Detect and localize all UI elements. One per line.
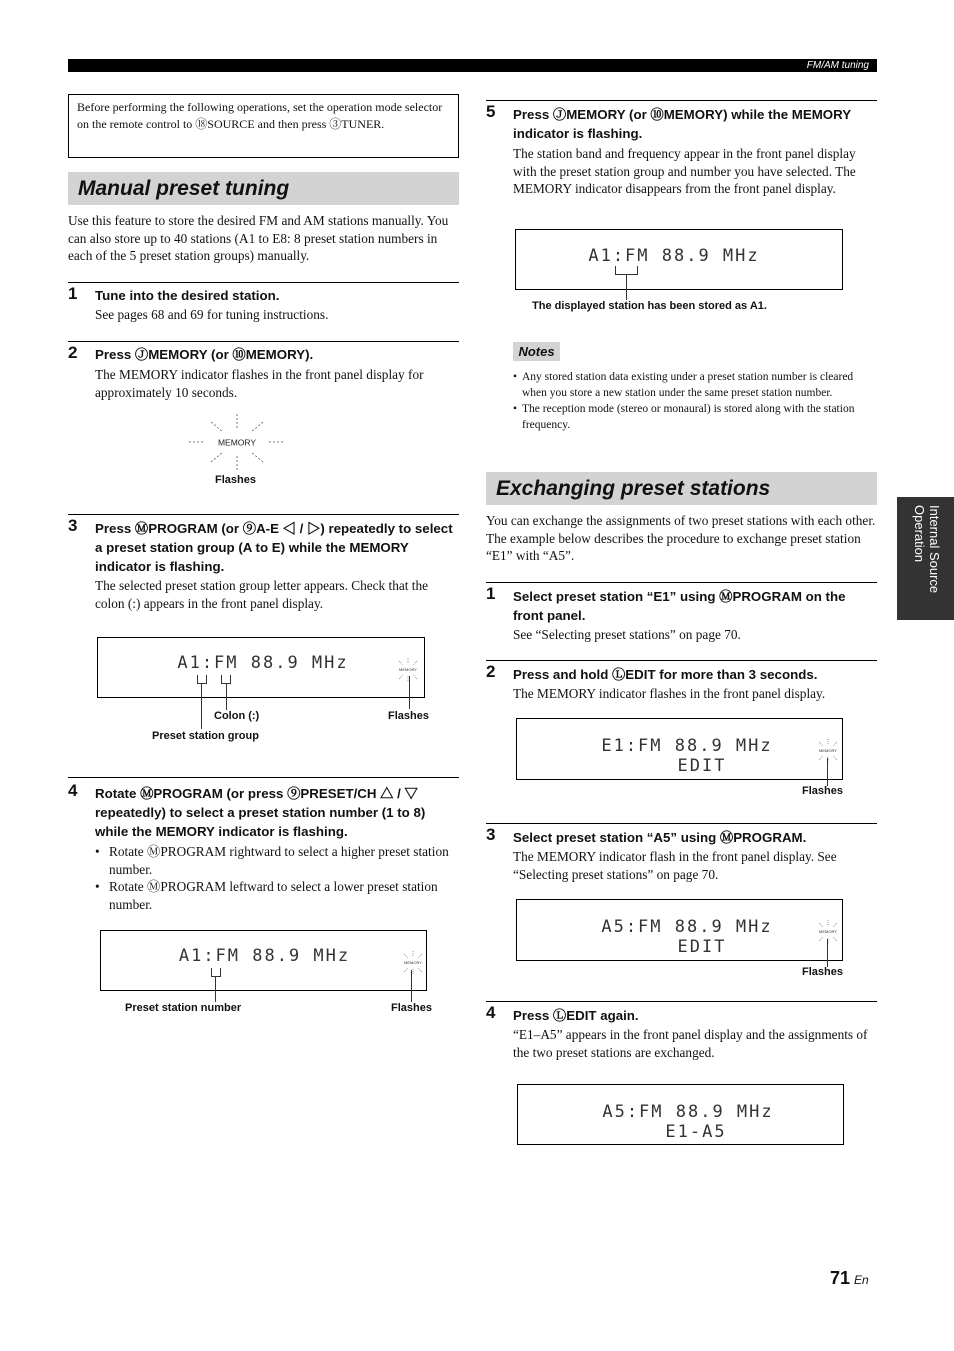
step-divider bbox=[486, 1001, 877, 1002]
front-panel-display bbox=[516, 899, 843, 961]
step-body: “E1–A5” appears in the front panel display and the assignments of the two preset stations are exchanged. bbox=[513, 1027, 868, 1060]
step-number: 2 bbox=[486, 662, 496, 681]
page-lang: En bbox=[854, 1273, 869, 1287]
step-heading: Select preset station “E1” using ⓂPROGRAM on the front panel. bbox=[513, 589, 846, 623]
memory-flash-indicator bbox=[185, 412, 289, 472]
step-heading: Press ⒿMEMORY (or ⑩MEMORY) while the MEMORY indicator is flashing. bbox=[513, 107, 851, 141]
side-tab bbox=[897, 497, 954, 620]
step-number: 5 bbox=[486, 102, 496, 121]
memory-indicator bbox=[401, 951, 425, 975]
memory-indicator bbox=[396, 658, 420, 682]
caption-flashes: Flashes bbox=[802, 785, 843, 797]
step-divider bbox=[486, 100, 877, 101]
step-heading: Press ⓂPROGRAM (or ⑨A-E ◁ / ▷) repeatedly to select a preset station group (A to E) while the MEMORY indicator is flashing. bbox=[95, 521, 453, 574]
step-divider bbox=[486, 823, 877, 824]
step-divider bbox=[68, 514, 459, 515]
step-number: 3 bbox=[486, 825, 496, 844]
step-heading: Rotate ⓂPROGRAM (or press ⑨PRESET/CH △ / ▽ repeatedly) to select a preset station number (1 to 8) while the MEMORY indicator is flashing. bbox=[95, 786, 426, 839]
step-heading: Press and hold ⓁEDIT for more than 3 seconds. bbox=[513, 667, 818, 682]
step-bullets bbox=[95, 843, 459, 913]
step-divider bbox=[486, 660, 877, 661]
bullet-item: • Rotate ⓂPROGRAM leftward to select a lower preset station number. bbox=[95, 878, 459, 913]
front-panel-display bbox=[516, 718, 843, 780]
bullet-item: • Rotate ⓂPROGRAM rightward to select a higher preset station number. bbox=[95, 843, 459, 878]
manual-preset-title: Manual preset tuning bbox=[68, 172, 459, 205]
caption-preset-group: Preset station group bbox=[152, 730, 259, 742]
step-divider bbox=[68, 341, 459, 342]
front-panel-display bbox=[517, 1084, 844, 1145]
step-number: 4 bbox=[68, 781, 78, 800]
exchange-intro: You can exchange the assignments of two preset stations with each other. The example below describes the procedure to exchange preset station “E1” with “A5”. bbox=[486, 513, 876, 563]
step-body: See pages 68 and 69 for tuning instructions. bbox=[95, 307, 329, 322]
lcd-line: E1:FM 88.9 MHz bbox=[601, 736, 773, 756]
caption-colon: Colon (:) bbox=[214, 710, 260, 722]
notes-tag: Notes bbox=[513, 342, 560, 361]
step-divider bbox=[68, 777, 459, 778]
lcd-line: EDIT bbox=[677, 756, 727, 776]
step-number: 4 bbox=[486, 1003, 496, 1022]
section-label: FM/AM tuning bbox=[806, 60, 869, 71]
side-tab-text: Internal Source Operation bbox=[912, 505, 942, 594]
manual-intro: Use this feature to store the desired FM and AM stations manually. You can also store up to 40 stations (A1 to E8: 8 preset station numbers in each of the 5 preset station groups) manually. bbox=[68, 213, 449, 263]
memory-indicator bbox=[816, 739, 840, 763]
step-divider bbox=[68, 282, 459, 283]
step-heading: Select preset station “A5” using ⓂPROGRAM. bbox=[513, 830, 807, 845]
front-panel-display bbox=[100, 930, 427, 991]
step-body: The station band and frequency appear in the front panel display with the preset station group and number you have selected. The MEMORY indicator disappears from the front panel display. bbox=[513, 146, 856, 196]
lcd-line: A5:FM 88.9 MHz bbox=[602, 1102, 774, 1122]
caption-flashes: Flashes bbox=[215, 474, 256, 486]
page-number-block bbox=[830, 1268, 869, 1289]
caption-flashes: Flashes bbox=[388, 710, 429, 722]
step-body: The MEMORY indicator flash in the front panel display. See “Selecting preset stations” on page 70. bbox=[513, 849, 837, 882]
memory-indicator-label: MEMORY bbox=[217, 437, 257, 448]
caption-flashes: Flashes bbox=[802, 966, 843, 978]
memory-indicator bbox=[816, 920, 840, 944]
step-heading: Tune into the desired station. bbox=[95, 288, 280, 303]
note-item: • The reception mode (stereo or monaural) is stored along with the station frequency. bbox=[513, 401, 877, 433]
lcd-line: E1-A5 bbox=[665, 1122, 727, 1142]
step-divider bbox=[486, 582, 877, 583]
intro-note-box: Before performing the following operations, set the operation mode selector on the remote control to ⑱SOURCE and then press ③TUNER. bbox=[68, 94, 459, 158]
note-item: • Any stored station data existing under a preset station number is cleared when you store a new station under the same preset station number. bbox=[513, 369, 877, 401]
step-number: 1 bbox=[486, 584, 496, 603]
memory-indicator-text: MEMORY bbox=[404, 960, 422, 965]
step-body: The MEMORY indicator flashes in the front panel display. bbox=[513, 686, 826, 701]
page-number: 71 bbox=[830, 1268, 851, 1288]
memory-indicator-text: MEMORY bbox=[819, 748, 837, 753]
exchange-title: Exchanging preset stations bbox=[486, 472, 877, 505]
lcd-line: A1:FM 88.9 MHz bbox=[177, 653, 349, 673]
step-number: 2 bbox=[68, 343, 78, 362]
lcd-line: A1:FM 88.9 MHz bbox=[178, 946, 351, 966]
step-number: 3 bbox=[68, 516, 78, 535]
step-body: The MEMORY indicator flashes in the front panel display for approximately 10 seconds. bbox=[95, 367, 424, 400]
caption-preset-number: Preset station number bbox=[125, 1002, 242, 1014]
notes-list bbox=[513, 369, 877, 433]
front-panel-display bbox=[97, 637, 425, 698]
front-panel-display bbox=[515, 229, 843, 290]
step-heading: Press ⓁEDIT again. bbox=[513, 1008, 639, 1023]
lcd-line: EDIT bbox=[677, 937, 727, 957]
step-body: See “Selecting preset stations” on page 70. bbox=[513, 627, 741, 642]
step-body: The selected preset station group letter appears. Check that the colon (:) appears in the front panel display. bbox=[95, 578, 429, 611]
caption-stored: The displayed station has been stored as A1. bbox=[532, 300, 767, 312]
step-number: 1 bbox=[68, 284, 78, 303]
lcd-line: A1:FM 88.9 MHz bbox=[588, 246, 760, 266]
step-heading: Press ⒿMEMORY (or ⑩MEMORY). bbox=[95, 347, 314, 362]
memory-indicator-text: MEMORY bbox=[399, 667, 417, 672]
memory-indicator-text: MEMORY bbox=[819, 929, 837, 934]
caption-flashes: Flashes bbox=[391, 1002, 432, 1014]
lcd-line: A5:FM 88.9 MHz bbox=[601, 917, 773, 937]
header-bar bbox=[68, 59, 877, 72]
